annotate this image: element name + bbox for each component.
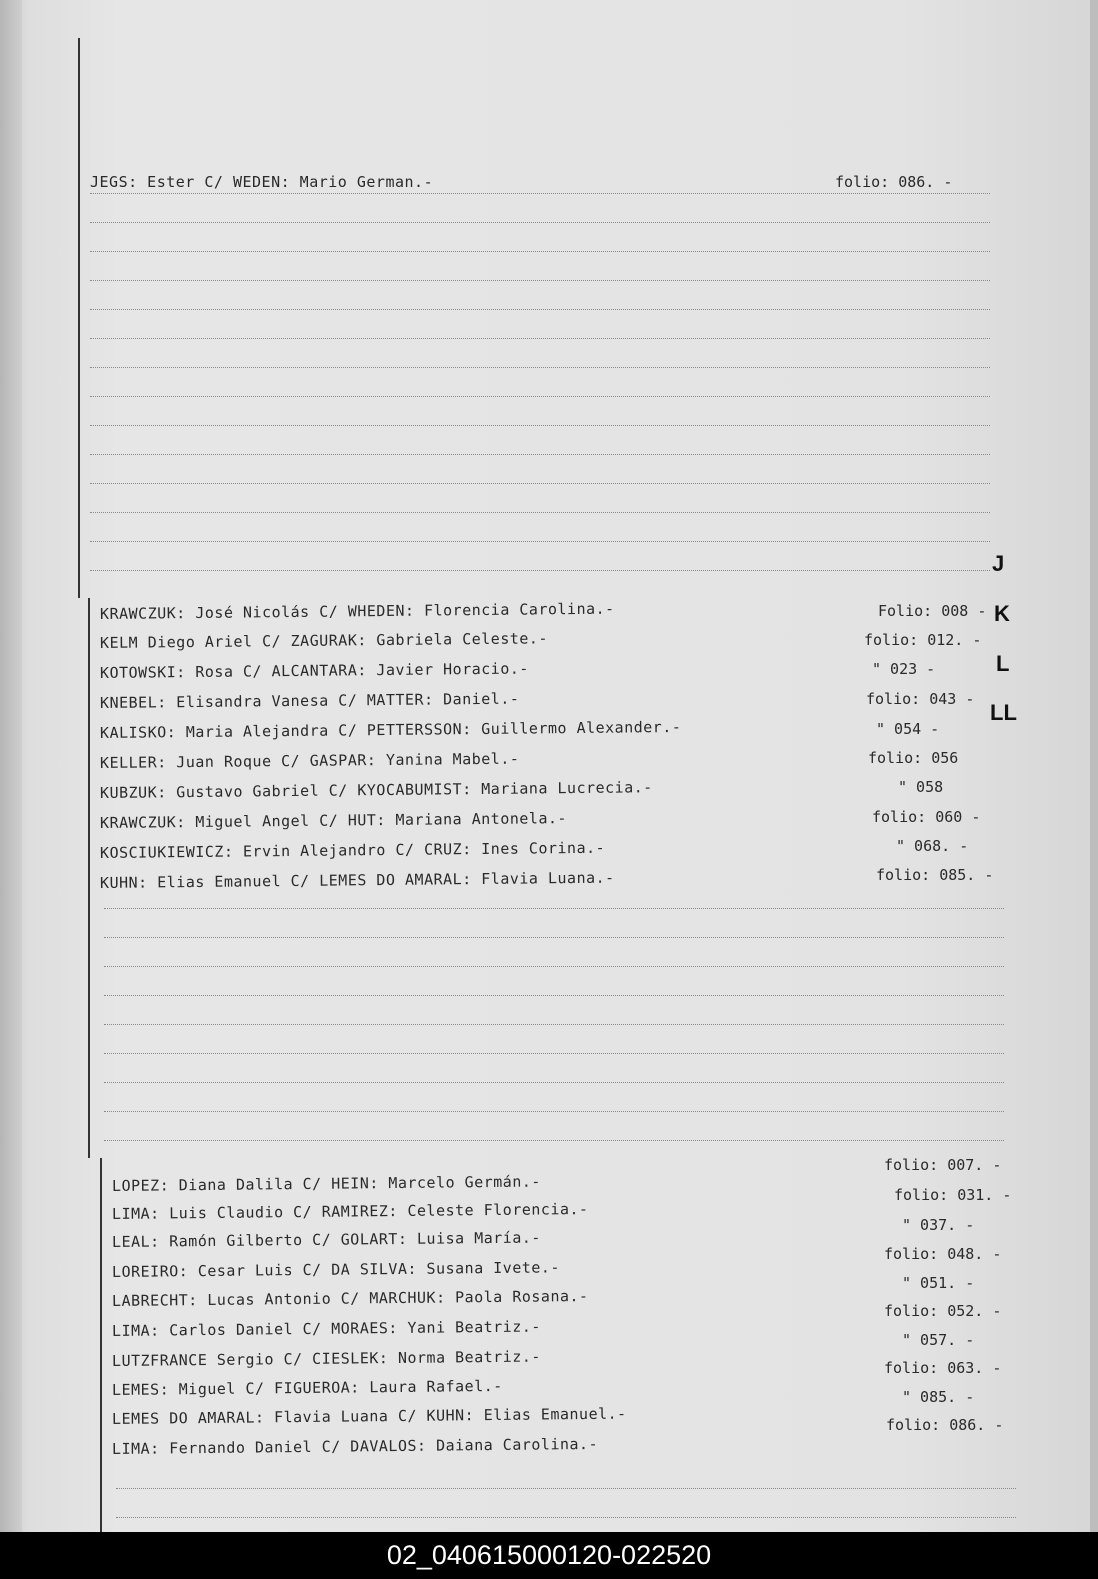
folio-number: folio: 031. - [894, 1186, 1012, 1204]
ledger-entry: KALISKO: Maria Alejandra C/ PETTERSSON: Guillermo Alexander.- [99, 717, 682, 742]
ledger-entry: KRAWCZUK: Miguel Angel C/ HUT: Mariana Antonela.- [99, 809, 568, 832]
ruled-line [90, 338, 990, 339]
folio-number: " 037. - [902, 1216, 975, 1234]
ledger-entry: LIMA: Luis Claudio C/ RAMIREZ: Celeste Florencia.- [111, 1200, 589, 1223]
ruled-line [90, 570, 990, 571]
ruled-line [90, 483, 990, 484]
ledger-entry: LOPEZ: Diana Dalila C/ HEIN: Marcelo Germán.- [111, 1172, 541, 1195]
folio-number: folio: 086. - [886, 1416, 1004, 1434]
folio-number: folio: 056 [868, 749, 959, 767]
folio-number: " 057. - [902, 1331, 975, 1349]
ledger-entry: KELLER: Juan Roque C/ GASPAR: Yanina Mabel.- [99, 749, 520, 772]
ruled-line [104, 1053, 1004, 1054]
folio-number: folio: 052. - [884, 1302, 1002, 1320]
ledger-entry: LEAL: Ramón Gilberto C/ GOLART: Luisa María.- [111, 1228, 541, 1251]
ruled-line [90, 193, 990, 194]
ledger-entry: LIMA: Fernando Daniel C/ DAVALOS: Daiana Carolina.- [111, 1434, 599, 1458]
folio-number: folio: 063. - [884, 1359, 1002, 1377]
folio-number: folio: 007. - [884, 1156, 1002, 1174]
folio-number: folio: 085. - [876, 866, 994, 884]
page-edge-shadow [1090, 0, 1098, 1532]
ruled-line [90, 512, 990, 513]
ledger-entry: LOREIRO: Cesar Luis C/ DA SILVA: Susana Ivete.- [111, 1258, 561, 1281]
ledger-entry: KUHN: Elias Emanuel C/ LEMES DO AMARAL: Flavia Luana.- [99, 868, 615, 892]
ruled-line [90, 251, 990, 252]
folio-number: folio: 060 - [872, 808, 981, 826]
document-code: 02_040615000120-022520 [386, 1540, 712, 1570]
ledger-entry: KUBZUK: Gustavo Gabriel C/ KYOCABUMIST: Mariana Lucrecia.- [99, 778, 653, 802]
ledger-entry: KOTOWSKI: Rosa C/ ALCANTARA: Javier Horacio.- [99, 659, 529, 682]
ruled-line [104, 995, 1004, 996]
folio-number: folio: 012. - [864, 631, 982, 649]
ledger-entry: LEMES DO AMARAL: Flavia Luana C/ KUHN: Elias Emanuel.- [111, 1404, 627, 1428]
ledger-entry: LABRECHT: Lucas Antonio C/ MARCHUK: Paola Rosana.- [111, 1287, 589, 1310]
margin-line [100, 1158, 102, 1532]
ledger-entry: JEGS: Ester C/ WEDEN: Mario German.- [90, 173, 434, 191]
ruled-line [116, 1517, 1016, 1518]
ledger-entry: LIMA: Carlos Daniel C/ MORAES: Yani Beatriz.- [111, 1317, 541, 1340]
folio-number: " 023 - [872, 660, 936, 678]
ledger-entry: LUTZFRANCE Sergio C/ CIESLEK: Norma Beatriz.- [111, 1347, 541, 1370]
margin-line [78, 38, 80, 598]
ledger-entry: KRAWCZUK: José Nicolás C/ WHEDEN: Florencia Carolina.- [99, 599, 615, 623]
ledger-entry: KELM Diego Ariel C/ ZAGURAK: Gabriela Celeste.- [99, 629, 549, 652]
ruled-line [90, 454, 990, 455]
index-letter-l: L [996, 651, 1010, 676]
folio-number: Folio: 008 - [878, 602, 987, 620]
ruled-line [90, 396, 990, 397]
page-binding-shadow [0, 0, 22, 1532]
folio-number: folio: 043 - [866, 690, 975, 708]
folio-number: " 054 - [876, 720, 940, 738]
folio-number: " 051. - [902, 1274, 975, 1292]
index-letter-ll: LL [990, 700, 1017, 725]
ledger-entry: LEMES: Miguel C/ FIGUEROA: Laura Rafael.- [111, 1376, 503, 1399]
ruled-line [116, 1488, 1016, 1489]
scan-footer [0, 1532, 1098, 1579]
folio-number: folio: 048. - [884, 1245, 1002, 1263]
margin-line [88, 598, 90, 1158]
ruled-line [90, 367, 990, 368]
ruled-line [104, 1082, 1004, 1083]
index-letter-k: K [994, 601, 1010, 626]
ledger-entry: KOSCIUKIEWICZ: Ervin Alejandro C/ CRUZ: Ines Corina.- [99, 838, 606, 862]
ruled-line [104, 966, 1004, 967]
ruled-line [104, 1140, 1004, 1141]
ruled-line [90, 222, 990, 223]
ruled-line [90, 280, 990, 281]
folio-number: " 068. - [896, 837, 969, 855]
ledger-entry: KNEBEL: Elisandra Vanesa C/ MATTER: Daniel.- [99, 689, 520, 712]
ruled-line [104, 908, 1004, 909]
ruled-line [90, 309, 990, 310]
folio-number: " 058 [898, 778, 944, 796]
folio-number: " 085. - [902, 1388, 975, 1406]
ruled-line [90, 541, 990, 542]
ruled-line [104, 1111, 1004, 1112]
ruled-line [104, 937, 1004, 938]
ruled-line [104, 1024, 1004, 1025]
folio-number: folio: 086. - [835, 173, 953, 191]
ruled-line [90, 425, 990, 426]
index-letter-j: J [992, 551, 1005, 576]
